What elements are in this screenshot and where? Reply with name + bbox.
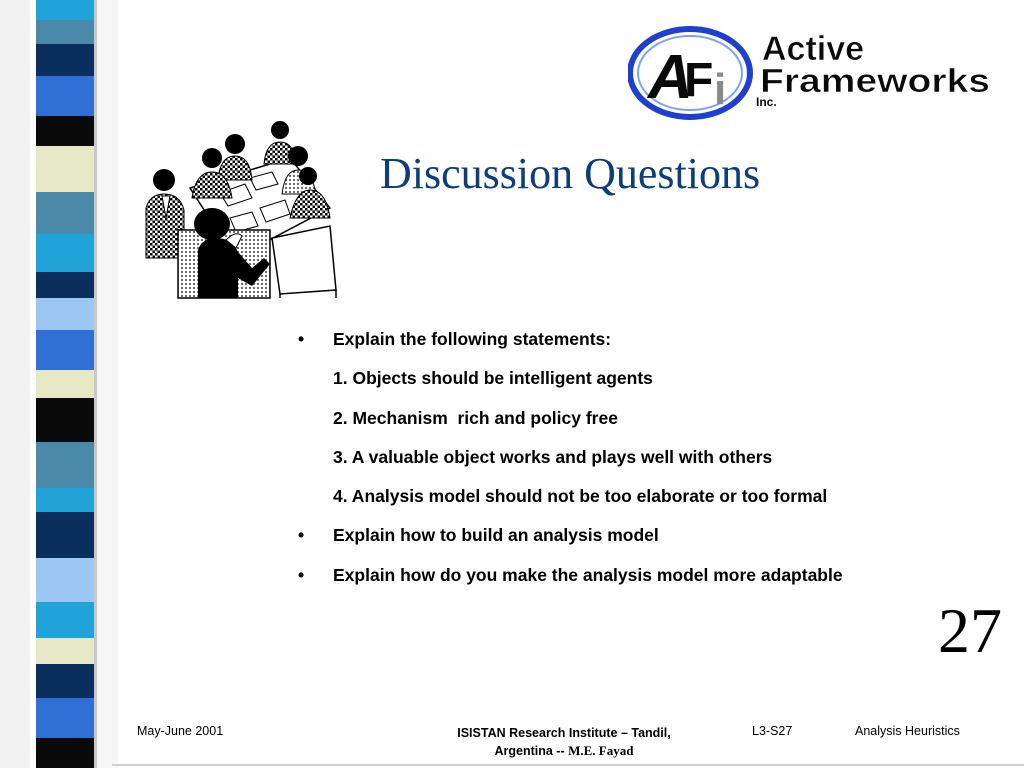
logo-line-active: Active: [762, 30, 865, 68]
bullet-icon: •: [298, 525, 305, 546]
meeting-people-clipart: [140, 118, 340, 300]
footer-institute-line1: ISISTAN Research Institute – Tandil,: [457, 726, 671, 740]
logo-suffix-inc: Inc.: [756, 95, 777, 109]
list-item: [298, 366, 843, 390]
list-item-text: 3. A valuable object works and plays well with others: [333, 446, 773, 467]
footer-topic: Analysis Heuristics: [855, 724, 960, 738]
active-frameworks-logo: [628, 26, 994, 120]
list-item: [298, 406, 843, 430]
list-item-text: Explain the following statements:: [333, 329, 612, 349]
footer-institute: [430, 724, 698, 760]
list-item-text: 4. Analysis model should not be too elaborate or too formal: [333, 486, 828, 507]
footer-date: May-June 2001: [137, 724, 224, 738]
footer-location: Argentina --: [494, 744, 569, 758]
list-item: [298, 484, 843, 508]
footer-author: M.E. Fayad: [568, 743, 634, 758]
footer-divider: [112, 764, 1024, 766]
list-item: [298, 445, 843, 469]
slide-title: Discussion Questions: [380, 149, 761, 198]
list-item: [298, 563, 843, 587]
list-item-text: Explain how do you make the analysis model more adaptable: [333, 564, 843, 585]
list-item-text: Explain how to build an analysis model: [333, 525, 659, 546]
discussion-question-list: [298, 327, 843, 602]
list-item-text: 1. Objects should be intelligent agents: [333, 368, 653, 389]
page-number: 27: [938, 595, 1002, 666]
footer-slide-id: L3-S27: [752, 724, 793, 738]
list-item: [298, 327, 843, 351]
logo-monogram-i: i: [714, 65, 727, 114]
bullet-icon: •: [298, 329, 305, 349]
list-item-text: 2. Mechanism rich and policy free: [333, 407, 618, 428]
decorative-stripe-bar: [0, 0, 118, 768]
logo-monogram-f: F: [684, 54, 714, 107]
bullet-icon: •: [298, 564, 305, 585]
list-item: [298, 523, 843, 547]
logo-line-frameworks: Frameworks: [760, 62, 990, 99]
logo-monogram-a: A: [648, 43, 693, 112]
footer-institute-line2: [430, 742, 698, 760]
